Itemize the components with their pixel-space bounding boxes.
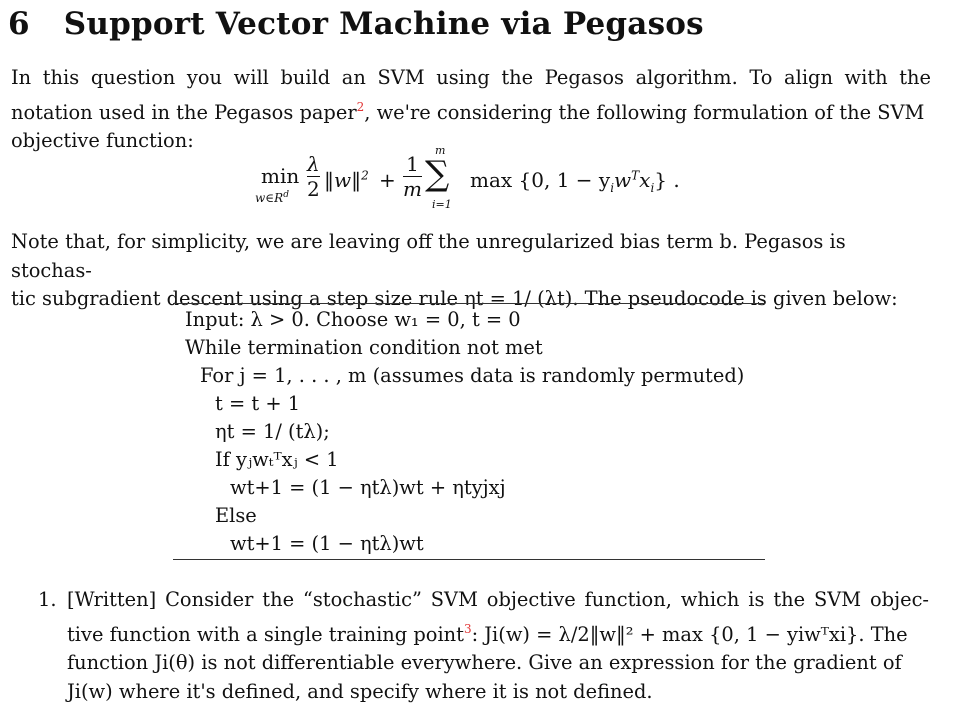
- note-paragraph: [11, 228, 931, 314]
- footnote-marker-2[interactable]: 2: [357, 100, 365, 114]
- eq-sum-upper: m: [435, 144, 445, 157]
- note-line-1: Note that, for simplicity, we are leaving off the unregularized bias term b. Pegasos is stochas-: [11, 228, 931, 285]
- question-line-3: function Ji(θ) is not differentiable everywhere. Give an expression for the gradient of: [67, 649, 929, 678]
- algo-line-if: If yⱼwₜᵀxⱼ < 1: [215, 446, 339, 474]
- intro-line-3: objective function:: [11, 127, 931, 156]
- algo-line-stepsize: ηt = 1/ (tλ);: [215, 418, 330, 446]
- intro-line-1: In this question you will build an SVM using the Pegasos algorithm. To align with the: [11, 64, 931, 93]
- eq-min: min: [261, 164, 299, 188]
- eq-norm-term: ‖w‖$^2$: [324, 168, 369, 192]
- section-heading: [8, 6, 704, 42]
- algo-line-for: For j = 1, . . . , m (assumes data is randomly permuted): [200, 362, 744, 390]
- algo-line-update-margin: wt+1 = (1 − ηtλ)wt + ηtyjxj: [230, 474, 506, 502]
- algo-line-while: While termination condition not met: [185, 334, 543, 362]
- algo-line-else: Else: [215, 502, 257, 530]
- section-title: Support Vector Machine via Pegasos: [64, 6, 704, 42]
- algo-line-update-shrink: wt+1 = (1 − ηtλ)wt: [230, 530, 424, 558]
- question-number: 1.: [38, 586, 57, 615]
- eq-sum-symbol: ∑: [425, 154, 449, 194]
- question-line-4: Ji(w) where it's defined, and specify where it is not defined.: [67, 678, 929, 706]
- intro-line-2: notation used in the Pegasos paper$^2$, we're considering the following formulation of the SVM: [11, 93, 931, 128]
- eq-max-term: max {0, $1 - y_iw^Tx_i$} .: [470, 168, 680, 195]
- footnote-marker-3[interactable]: 3: [464, 622, 472, 636]
- question-line-2: tive function with a single training point$^3$: Ji(w) = λ/2‖w‖² + max {0, 1 − yiwᵀxi}. The: [67, 615, 929, 650]
- eq-one-over-m: 1 m: [403, 152, 422, 201]
- svm-objective-equation: [255, 150, 705, 218]
- eq-plus: +: [379, 168, 396, 192]
- note-line-2: tic subgradient descent using a step size rule ηt = 1/ (λt). The pseudocode is given below:: [11, 285, 931, 314]
- question-line-1: [Written] Consider the “stochastic” SVM objective function, which is the SVM objec-: [67, 586, 929, 615]
- eq-min-subscript: $w\in R^d$: [255, 190, 289, 205]
- algo-line-increment: t = t + 1: [215, 390, 300, 418]
- pegasos-pseudocode: [173, 303, 765, 560]
- question-1: [67, 586, 929, 706]
- intro-paragraph: [11, 64, 931, 156]
- eq-lambda-over-two: λ 2: [307, 152, 320, 201]
- section-number: 6: [8, 6, 30, 42]
- eq-sum-lower: i=1: [432, 198, 452, 211]
- algo-line-input: Input: λ > 0. Choose w₁ = 0, t = 0: [185, 306, 521, 334]
